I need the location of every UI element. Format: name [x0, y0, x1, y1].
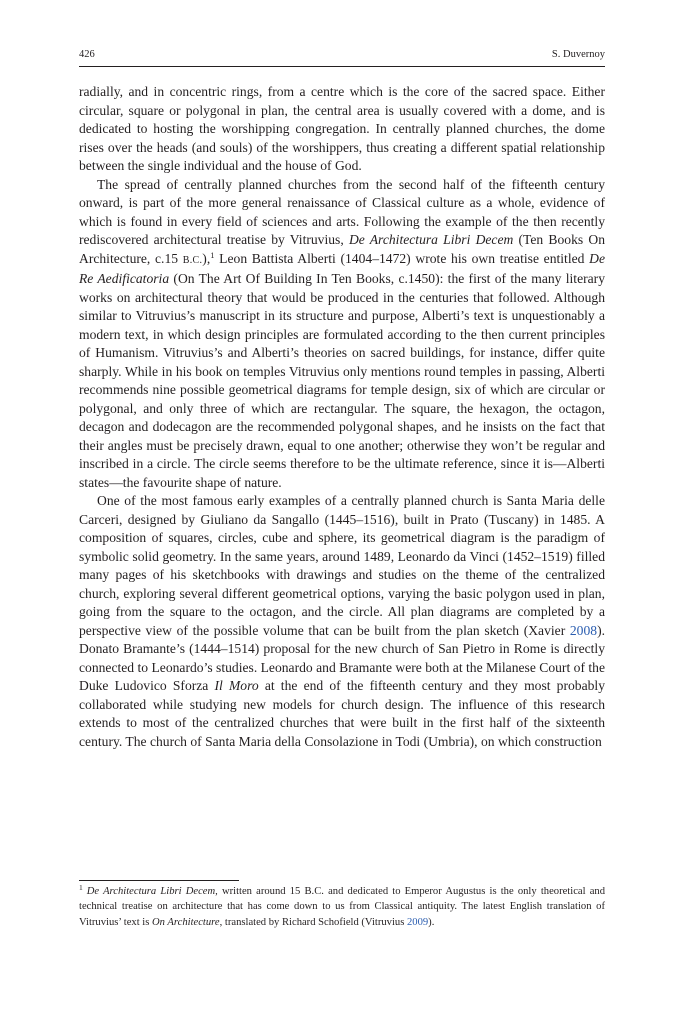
footnote-marker: 1 [210, 249, 215, 260]
paragraph-2 [79, 176, 605, 493]
page-number: 426 [79, 49, 95, 60]
text-run: ), [202, 250, 211, 266]
text-run: at the end of the fifteenth century and they most probably collaborated while studying new models for church design. The influence of this research extends to most of the centralized churches that were built in the first half of the sixteenth century. The church of Santa Maria della Consolazione in Todi (Umbria), on which construction [79, 678, 605, 749]
text-run: ). Donato Bramante’s (1444–1514) proposal for the new church of San Pietro in Rome is directly connected to Leonardo’s studies. Leonardo and Bramante were both at the Milanese Court of the Duke Ludovico Sforza [79, 622, 605, 693]
running-head [79, 48, 605, 67]
text-run: The spread of centrally planned churches from the second half of the fifteenth century onward, is part of the more general renaissance of Classical culture as a whole, evidence of which is found in every field of sciences and arts. Following the example of the then recently rediscovered architectural treatise by Vitruvius, [79, 176, 605, 247]
footnote-1 [79, 884, 605, 930]
paragraph-1 [79, 83, 605, 176]
text-run: Leon Battista Alberti (1404–1472) wrote his own treatise entitled [214, 250, 590, 266]
text-run: written around 15 B.C. and dedicated to Emperor Augustus is the only theoretical and technical treatise on architecture that has come down to us from Classical antiquity. The latest English translation of Vitruvius’ text is [79, 886, 605, 928]
paragraph-3 [79, 492, 605, 751]
text-run: , translated by Richard Schofield (Vitruvius [219, 916, 407, 928]
text-run: radially, and in concentric rings, from a centre which is the core of the sacred space. Either circular, square or polygonal in plan, the central area is usually covered with a dome, and is dedicated to hosting the worshipping congregation. In centrally planned churches, the dome rises over the heads (and souls) of the worshippers, thus creating a different spatial relationship between the single individual and the house of God. [79, 84, 605, 173]
page [79, 48, 605, 751]
citation-link[interactable]: 2008 [569, 622, 598, 638]
body-text [79, 83, 605, 751]
footnote-marker: 1 [79, 883, 83, 892]
citation-link[interactable]: 2009 [406, 916, 429, 928]
italic-text: Il Moro [214, 678, 259, 693]
text-run: ). [428, 916, 435, 928]
italic-text: De Re Aedificatoria [79, 250, 605, 286]
text-run: (Ten Books On Architecture, c.15 [79, 232, 606, 266]
running-head-author: S. Duvernoy [551, 49, 605, 60]
italic-text: De Architectura Libri Decem, [86, 886, 218, 897]
italic-text: On Architecture [152, 916, 220, 928]
small-caps-text: B.C. [182, 254, 203, 266]
text-run: One of the most famous early examples of a centrally planned church is Santa Maria delle Carceri, designed by Giuliano da Sangallo (1445–1516), built in Prato (Tuscany) in 1485. A composition of squares, circles, cube and sphere, its geometrical diagram is the paradigm of symbolic solid geometry. In the same years, around 1489, Leonardo da Vinci (1452–1519) filled many pages of his sketchbooks with drawings and studies on the theme of the centralized church, exploring several different geometrical options, varying the basic polygon used in plan, going from the square to the octagon, and the circle. All plan diagrams are completed by a perspective view of the possible volume that can be built from the plan sketch (Xavier [79, 493, 605, 638]
text-run: (On The Art Of Building In Ten Books, c.1450): the first of the many literary works on architectural theory that would be produced in the centuries that followed. Although similar to Vitruvius’s manuscript in its structure and purpose, Alberti’s text is unquestionably a modern text, in which design principles are formulated according to the then current principles of Humanism. Vitruvius’s and Alberti’s theories on sacred buildings, for instance, differ quite sharply. While in his book on temples Vitruvius only mentions round temples in passing, Alberti recommends nine possible geometrical diagrams for temple design, six of which are circular or polygonal, and only three of which are rectangular. The square, the hexagon, the octagon, decagon and dodecagon are the recommended polygonal shapes, and he insists on the fact that their angles must be precisely drawn, equal to one another; otherwise they won’t be regular and inscribed in a circle. The circle seems therefore to be the ultimate reference, since it is—Alberti states—the favourite shape of nature. [79, 271, 605, 490]
italic-text: De Architectura Libri Decem [348, 232, 514, 247]
footnote-rule [79, 880, 239, 881]
